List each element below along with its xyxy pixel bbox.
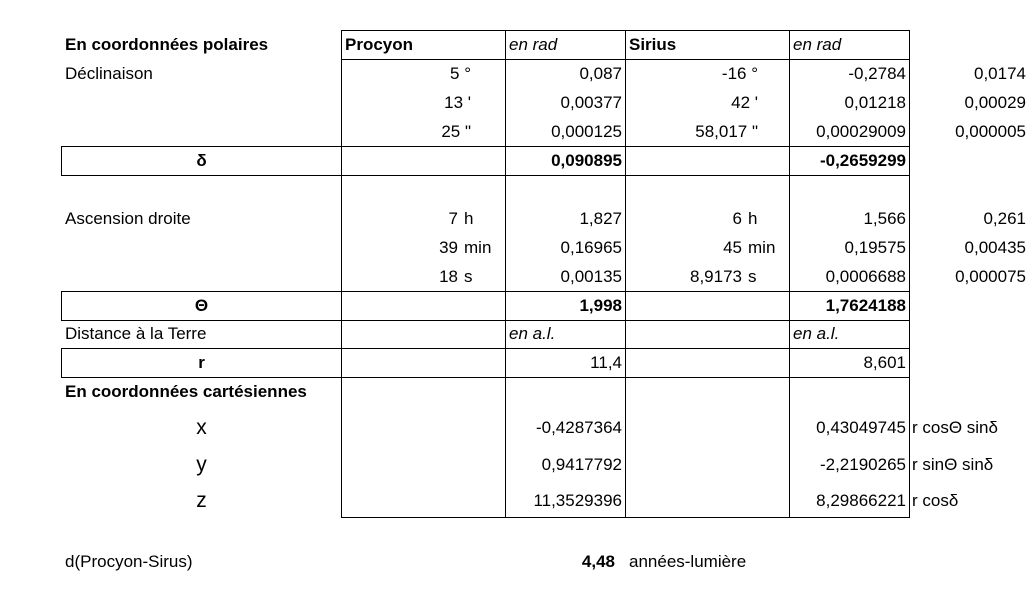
sirius-rad-header: en rad	[793, 35, 842, 54]
procyon-ra-rad: 0,00135	[560, 267, 622, 286]
result-unit: années-lumière	[629, 552, 747, 571]
sirius-header: Sirius	[629, 35, 677, 54]
procyon-dec-value: 5 °	[450, 64, 471, 83]
right-ascension-label: Ascension droite	[65, 209, 191, 228]
sirius-delta-total: -0,2659299	[819, 151, 906, 170]
z-label: z	[196, 489, 207, 512]
sirius-ra-unit: s	[748, 267, 757, 286]
ra-diff: 0,261	[983, 209, 1026, 228]
sirius-dec-value: 58,017 "	[695, 122, 758, 141]
section-title-polar: En coordonnées polaires	[65, 35, 269, 54]
dec-diff: 0,000005	[955, 122, 1026, 141]
procyon-ra-unit: h	[464, 209, 474, 228]
procyon-dec-rad: 0,00377	[560, 93, 622, 112]
sirius-ra-number: 45	[723, 238, 742, 257]
procyon-dec-value: 13 '	[444, 93, 471, 112]
ra-diff: 0,00435	[964, 238, 1026, 257]
dec-diff: 0,0174	[974, 64, 1026, 83]
sirius-ra-number: 6	[732, 209, 742, 228]
sirius-ra-unit: min	[748, 238, 776, 257]
procyon-ra-number: 39	[439, 238, 458, 257]
sirius-x: 0,43049745	[816, 418, 906, 437]
r-label: r	[198, 353, 205, 372]
sirius-ra-rad: 1,566	[863, 209, 906, 228]
procyon-x: -0,4287364	[535, 418, 622, 437]
procyon-dec-rad: 0,087	[579, 64, 622, 83]
procyon-header: Procyon	[345, 35, 414, 54]
sirius-ra-unit: h	[748, 209, 758, 228]
theta-label: Θ	[194, 296, 209, 315]
sirius-theta-total: 1,7624188	[825, 296, 906, 315]
procyon-ra-number: 18	[439, 267, 458, 286]
procyon-distance: 11,4	[590, 353, 622, 372]
sirius-dec-value: 42 '	[731, 93, 758, 112]
section-title-cartesian: En coordonnées cartésiennes	[65, 382, 307, 401]
sirius-dec-rad: 0,01218	[844, 93, 906, 112]
x-formula: r cosΘ sinδ	[912, 418, 998, 437]
sirius-y: -2,2190265	[819, 455, 906, 474]
procyon-theta-total: 1,998	[579, 296, 622, 315]
result-value: 4,48	[581, 552, 615, 571]
procyon-ra-unit: min	[464, 238, 492, 257]
sirius-z: 8,29866221	[816, 491, 906, 510]
sirius-distance: 8,601	[863, 353, 906, 372]
procyon-ra-unit: s	[464, 267, 473, 286]
declination-label: Déclinaison	[65, 64, 153, 83]
x-label: x	[196, 416, 207, 439]
ra-diff: 0,000075	[955, 267, 1026, 286]
procyon-rad-header: en rad	[509, 35, 558, 54]
y-label: y	[196, 453, 207, 476]
grid-line	[341, 517, 910, 518]
delta-label: δ	[196, 151, 207, 170]
z-formula: r cosδ	[912, 491, 959, 510]
sirius-dec-rad: -0,2784	[848, 64, 906, 83]
y-formula: r sinΘ sinδ	[912, 455, 994, 474]
procyon-dec-value: 25 "	[441, 122, 471, 141]
sirius-dec-rad: 0,00029009	[816, 122, 906, 141]
sirius-dec-value: -16 °	[721, 64, 758, 83]
result-label: d(Procyon-Sirus)	[65, 552, 193, 571]
procyon-y: 0,9417792	[541, 455, 622, 474]
grid-line	[61, 175, 910, 176]
sirius-ra-rad: 0,19575	[844, 238, 906, 257]
procyon-delta-total: 0,090895	[551, 151, 622, 170]
sirius-distance-unit: en a.l.	[793, 324, 840, 343]
procyon-ra-rad: 1,827	[579, 209, 622, 228]
procyon-dec-rad: 0,000125	[551, 122, 622, 141]
sirius-ra-rad: 0,0006688	[825, 267, 906, 286]
dec-diff: 0,00029	[964, 93, 1026, 112]
sirius-ra-number: 8,9173	[690, 267, 742, 286]
procyon-ra-rad: 0,16965	[560, 238, 622, 257]
procyon-distance-unit: en a.l.	[509, 324, 556, 343]
distance-label: Distance à la Terre	[65, 324, 207, 343]
procyon-z: 11,3529396	[533, 491, 622, 510]
procyon-ra-number: 7	[448, 209, 458, 228]
